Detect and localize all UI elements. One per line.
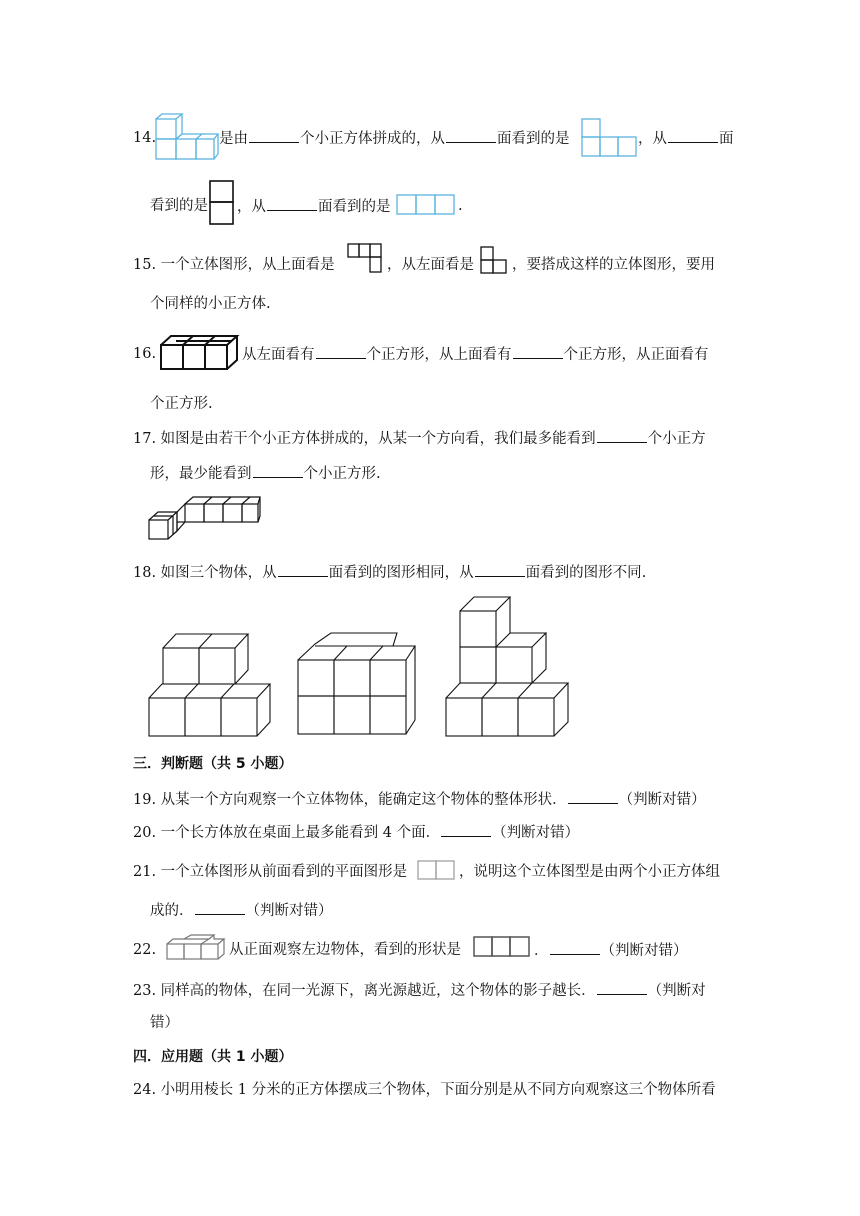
question-24: 24. 小明用棱长 1 分米的正方体摆成三个物体，下面分别是从不同方向观察这三个物体所看: [133, 1082, 716, 1098]
cube-object-2: [295, 630, 419, 740]
front-view-blue: [581, 118, 637, 158]
question-14-line-1: [133, 128, 156, 148]
answer-blank[interactable]: [316, 344, 366, 359]
question-19: 19. 从某一个方向观察一个立体物体，能确定这个物体的整体形状． （判断对错）: [133, 789, 706, 810]
answer-blank[interactable]: [446, 128, 496, 143]
answer-blank[interactable]: [550, 940, 600, 955]
section-heading-application: 四．应用题（共 1 小题）: [133, 1049, 293, 1065]
two-squares-gray: [417, 860, 457, 882]
answer-blank[interactable]: [597, 980, 647, 995]
cube-object-1: [146, 630, 274, 740]
answer-blank[interactable]: [597, 428, 647, 443]
left-view-shape: [480, 246, 510, 276]
question-17: 17. 如图是由若干个小正方体拼成的，从某一个方向看，我们最多能看到 个小正方: [133, 428, 706, 449]
question-22: 22.: [133, 942, 157, 958]
three-squares-gray: [473, 936, 533, 960]
answer-blank[interactable]: [475, 562, 525, 577]
answer-blank[interactable]: [253, 463, 303, 478]
answer-blank[interactable]: [195, 900, 245, 915]
question-16: 16.: [133, 346, 157, 362]
question-number: 14.: [133, 130, 157, 146]
answer-blank[interactable]: [278, 562, 328, 577]
answer-blank[interactable]: [267, 196, 317, 211]
question-21: 21. 一个立体图形从前面看到的平面图形是: [133, 864, 408, 880]
cube-figure-blue: [154, 117, 218, 161]
answer-blank[interactable]: [249, 128, 299, 143]
answer-blank[interactable]: [668, 128, 718, 143]
cube-row-figure: [158, 334, 240, 374]
top-view-l-shape: [347, 243, 385, 275]
cube-l-figure: [148, 496, 262, 542]
top-view-blue: [396, 194, 456, 216]
answer-blank[interactable]: [441, 822, 491, 837]
question-23: 23. 同样高的物体，在同一光源下，离光源越近，这个物体的影子越长． （判断对: [133, 980, 706, 1001]
question-20: 20. 一个长方体放在桌面上最多能看到 4 个面． （判断对错）: [133, 822, 579, 843]
small-cube-figure: [165, 934, 227, 962]
answer-blank[interactable]: [568, 789, 618, 804]
cube-object-3: [443, 594, 571, 740]
question-15: 15. 一个立体图形，从上面看是: [133, 257, 335, 273]
worksheet-page: 14. 是由 个小正方体拼成的，从 面看到的是 ，从 面 看到的是 ，从 面看到的是 . 15. 一个立体图形，从上面看是 ，从左面看是 ，要搭成这样的立体图形，要用 个同样的小正方体. 16. 从左面看有 个正方形，从上面看有 个正方形，从正面看有 个正方形. 17. 如图是由若干个小正方体拼成的，从某一个方向看，我们最多能看到 个小正方 形，最少能看到 个小正方形. 18. 如图三个物体，从 面看到的图形相同，从 面看到的图形不同. 三．判断题（共 5 小题） 19. 从某一个方向观察一个立体物体，能确定这个物体的整体形状． （判断对错） 20. 一个长方体放在桌面上最多能看到 4 个面． （判断对错） 21. 一个立体图形从前面看到的平面图形是 ，说明这个立体图型是由两个小正方体组 成的． （判断对错） 22. 从正面观察左边物体，看到的形状是 ． （判断对错） 23. 同样高的物体，在同一光源下，离光源越近，这个物体的影子越长． （判断对 错） 四．应用题（共 1 小题） 24. 小明用棱长 1 分米的正方体摆成三个物体，下面分别是从不同方向观察这三个物体所看: [0, 0, 860, 1216]
answer-blank[interactable]: [513, 344, 563, 359]
side-view-black: [209, 180, 235, 226]
question-18: 18. 如图三个物体，从 面看到的图形相同，从 面看到的图形不同.: [133, 562, 646, 583]
section-heading-judgement: 三．判断题（共 5 小题）: [133, 756, 293, 772]
